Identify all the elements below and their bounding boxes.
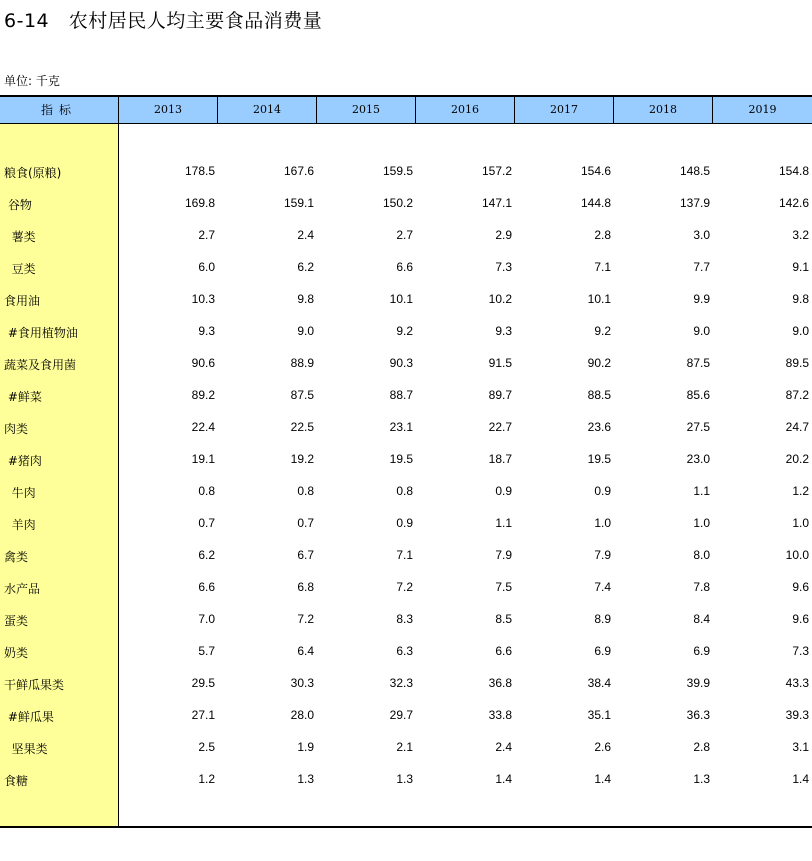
row-value: 38.4: [587, 676, 611, 690]
table-row: [0, 700, 812, 732]
row-value: 1.3: [396, 772, 413, 786]
row-value: 1.0: [792, 516, 809, 530]
row-value: 7.3: [495, 260, 512, 274]
row-value: 1.0: [693, 516, 710, 530]
row-value: 6.2: [198, 548, 215, 562]
row-value: 142.6: [778, 196, 809, 210]
row-value: 20.2: [785, 452, 809, 466]
row-value: 10.1: [587, 292, 611, 306]
row-value: 88.9: [290, 356, 314, 370]
row-value: 8.4: [693, 612, 710, 626]
row-value: 6.6: [198, 580, 215, 594]
row-value: 6.6: [495, 644, 512, 658]
row-value: 9.2: [594, 324, 611, 338]
row-value: 90.2: [587, 356, 611, 370]
row-value: 0.8: [396, 484, 413, 498]
row-value: 19.2: [290, 452, 314, 466]
row-value: 1.2: [792, 484, 809, 498]
row-value: 10.2: [488, 292, 512, 306]
table-row: [0, 604, 812, 636]
row-label: #食用植物油: [4, 326, 78, 340]
header-year: 2016: [416, 97, 515, 123]
row-value: 3.2: [792, 228, 809, 242]
row-value: 1.1: [693, 484, 710, 498]
row-label: 肉类: [4, 422, 29, 436]
table-row: [0, 444, 812, 476]
row-value: 87.5: [686, 356, 710, 370]
row-value: 178.5: [184, 164, 215, 178]
row-value: 9.3: [495, 324, 512, 338]
row-value: 0.8: [297, 484, 314, 498]
row-value: 7.9: [495, 548, 512, 562]
row-value: 7.1: [396, 548, 413, 562]
row-label: 干鲜瓜果类: [4, 678, 65, 692]
row-value: 8.5: [495, 612, 512, 626]
row-value: 2.9: [495, 228, 512, 242]
row-value: 19.5: [587, 452, 611, 466]
row-value: 6.9: [594, 644, 611, 658]
row-value: 148.5: [679, 164, 710, 178]
row-label: #鲜瓜果: [4, 710, 54, 724]
header-year: 2019: [748, 103, 777, 116]
row-value: 9.1: [792, 260, 809, 274]
row-value: 147.1: [481, 196, 512, 210]
row-value: 8.3: [396, 612, 413, 626]
row-value: 91.5: [488, 356, 512, 370]
header-indicator: 指标: [0, 97, 118, 123]
table-row: [0, 380, 812, 412]
row-value: 150.2: [382, 196, 413, 210]
row-value: 7.2: [396, 580, 413, 594]
table-row: [0, 220, 812, 252]
row-value: 7.7: [693, 260, 710, 274]
row-value: 10.1: [389, 292, 413, 306]
row-value: 27.1: [191, 708, 215, 722]
table-row: [0, 732, 812, 764]
row-value: 18.7: [488, 452, 512, 466]
table-row: [0, 668, 812, 700]
row-value: 2.7: [198, 228, 215, 242]
row-value: 0.9: [396, 516, 413, 530]
row-value: 39.9: [686, 676, 710, 690]
table-body: [0, 156, 812, 796]
row-value: 89.2: [191, 388, 215, 402]
row-value: 32.3: [389, 676, 413, 690]
page-title: 6-14 农村居民人均主要食品消费量: [4, 10, 323, 32]
unit-label: 单位: 千克: [4, 74, 60, 88]
table-row: [0, 636, 812, 668]
row-value: 39.3: [785, 708, 809, 722]
row-value: 90.3: [389, 356, 413, 370]
row-value: 7.8: [693, 580, 710, 594]
row-value: 36.8: [488, 676, 512, 690]
table-row: [0, 476, 812, 508]
header-year: 2014: [218, 97, 317, 123]
table-row: [0, 156, 812, 188]
row-value: 154.6: [580, 164, 611, 178]
row-value: 159.1: [283, 196, 314, 210]
header-year: 2018: [614, 97, 713, 123]
row-value: 28.0: [290, 708, 314, 722]
table-row: [0, 412, 812, 444]
row-value: 36.3: [686, 708, 710, 722]
row-value: 6.4: [297, 644, 314, 658]
row-value: 2.6: [594, 740, 611, 754]
row-value: 24.7: [785, 420, 809, 434]
table-row: [0, 284, 812, 316]
row-value: 6.8: [297, 580, 314, 594]
row-value: 9.0: [297, 324, 314, 338]
row-value: 7.9: [594, 548, 611, 562]
row-value: 2.8: [693, 740, 710, 754]
data-table: [0, 95, 812, 829]
row-value: 9.6: [792, 612, 809, 626]
row-value: 9.8: [297, 292, 314, 306]
row-value: 6.9: [693, 644, 710, 658]
row-label: 粮食(原粮): [4, 166, 62, 180]
row-value: 23.6: [587, 420, 611, 434]
row-value: 6.7: [297, 548, 314, 562]
row-value: 5.7: [198, 644, 215, 658]
row-label: 蛋类: [4, 614, 29, 628]
row-value: 0.9: [495, 484, 512, 498]
row-value: 22.4: [191, 420, 215, 434]
row-value: 2.8: [594, 228, 611, 242]
row-value: 6.6: [396, 260, 413, 274]
header-years: [119, 97, 812, 123]
row-value: 27.5: [686, 420, 710, 434]
row-value: 23.1: [389, 420, 413, 434]
row-value: 137.9: [679, 196, 710, 210]
row-value: 87.2: [785, 388, 809, 402]
row-value: 0.9: [594, 484, 611, 498]
row-value: 6.3: [396, 644, 413, 658]
table-row: [0, 540, 812, 572]
row-value: 22.7: [488, 420, 512, 434]
row-value: 10.3: [191, 292, 215, 306]
row-value: 7.1: [594, 260, 611, 274]
header-separator: [0, 123, 812, 124]
row-value: 89.5: [785, 356, 809, 370]
row-value: 1.3: [693, 772, 710, 786]
row-value: 2.5: [198, 740, 215, 754]
row-value: 1.2: [198, 772, 215, 786]
row-value: 9.2: [396, 324, 413, 338]
row-value: 2.4: [495, 740, 512, 754]
row-label: 蔬菜及食用菌: [4, 358, 77, 372]
row-value: 157.2: [481, 164, 512, 178]
row-label: 薯类: [4, 230, 36, 244]
row-value: 0.8: [198, 484, 215, 498]
row-value: 29.7: [389, 708, 413, 722]
row-value: 8.0: [693, 548, 710, 562]
table-row: [0, 508, 812, 540]
row-value: 9.9: [693, 292, 710, 306]
row-label: 坚果类: [4, 742, 48, 756]
row-value: 3.1: [792, 740, 809, 754]
row-value: 7.4: [594, 580, 611, 594]
row-value: 88.5: [587, 388, 611, 402]
row-value: 6.0: [198, 260, 215, 274]
row-value: 1.4: [594, 772, 611, 786]
row-value: 35.1: [587, 708, 611, 722]
table-row: [0, 316, 812, 348]
table-row: [0, 188, 812, 220]
table-bottom-rule: [0, 826, 812, 828]
table-row: [0, 572, 812, 604]
table-row: [0, 252, 812, 284]
row-value: 33.8: [488, 708, 512, 722]
row-value: 2.7: [396, 228, 413, 242]
row-label: 水产品: [4, 582, 41, 596]
row-value: 9.6: [792, 580, 809, 594]
row-value: 0.7: [297, 516, 314, 530]
row-value: 1.3: [297, 772, 314, 786]
row-label: #鲜菜: [4, 390, 42, 404]
row-value: 85.6: [686, 388, 710, 402]
row-value: 1.1: [495, 516, 512, 530]
row-value: 2.4: [297, 228, 314, 242]
row-label: #猪肉: [4, 454, 42, 468]
row-label: 食用油: [4, 294, 41, 308]
row-value: 159.5: [382, 164, 413, 178]
row-value: 90.6: [191, 356, 215, 370]
row-value: 8.9: [594, 612, 611, 626]
row-label: 禽类: [4, 550, 29, 564]
row-label: 谷物: [4, 198, 32, 212]
row-value: 154.8: [778, 164, 809, 178]
row-value: 2.1: [396, 740, 413, 754]
row-value: 7.3: [792, 644, 809, 658]
row-value: 7.2: [297, 612, 314, 626]
row-value: 6.2: [297, 260, 314, 274]
table-row: [0, 764, 812, 796]
row-value: 23.0: [686, 452, 710, 466]
row-value: 19.5: [389, 452, 413, 466]
row-value: 87.5: [290, 388, 314, 402]
row-value: 43.3: [785, 676, 809, 690]
row-label: 食糖: [4, 774, 29, 788]
row-label: 羊肉: [4, 518, 36, 532]
row-label: 豆类: [4, 262, 36, 276]
row-value: 9.0: [792, 324, 809, 338]
row-value: 0.7: [198, 516, 215, 530]
row-value: 29.5: [191, 676, 215, 690]
row-value: 9.3: [198, 324, 215, 338]
row-value: 88.7: [389, 388, 413, 402]
row-value: 1.4: [792, 772, 809, 786]
header-year: 2013: [119, 97, 218, 123]
row-value: 169.8: [184, 196, 215, 210]
header-year: 2017: [515, 97, 614, 123]
row-value: 9.0: [693, 324, 710, 338]
row-value: 30.3: [290, 676, 314, 690]
row-value: 1.0: [594, 516, 611, 530]
row-value: 3.0: [693, 228, 710, 242]
row-value: 1.4: [495, 772, 512, 786]
row-value: 89.7: [488, 388, 512, 402]
row-value: 7.5: [495, 580, 512, 594]
row-value: 167.6: [283, 164, 314, 178]
row-value: 22.5: [290, 420, 314, 434]
row-value: 9.8: [792, 292, 809, 306]
table-header: [0, 97, 812, 123]
row-value: 7.0: [198, 612, 215, 626]
row-label: 奶类: [4, 646, 29, 660]
row-value: 1.9: [297, 740, 314, 754]
header-year: 2015: [317, 97, 416, 123]
row-value: 19.1: [191, 452, 215, 466]
row-value: 144.8: [580, 196, 611, 210]
row-value: 10.0: [785, 548, 809, 562]
row-label: 牛肉: [4, 486, 36, 500]
table-row: [0, 348, 812, 380]
